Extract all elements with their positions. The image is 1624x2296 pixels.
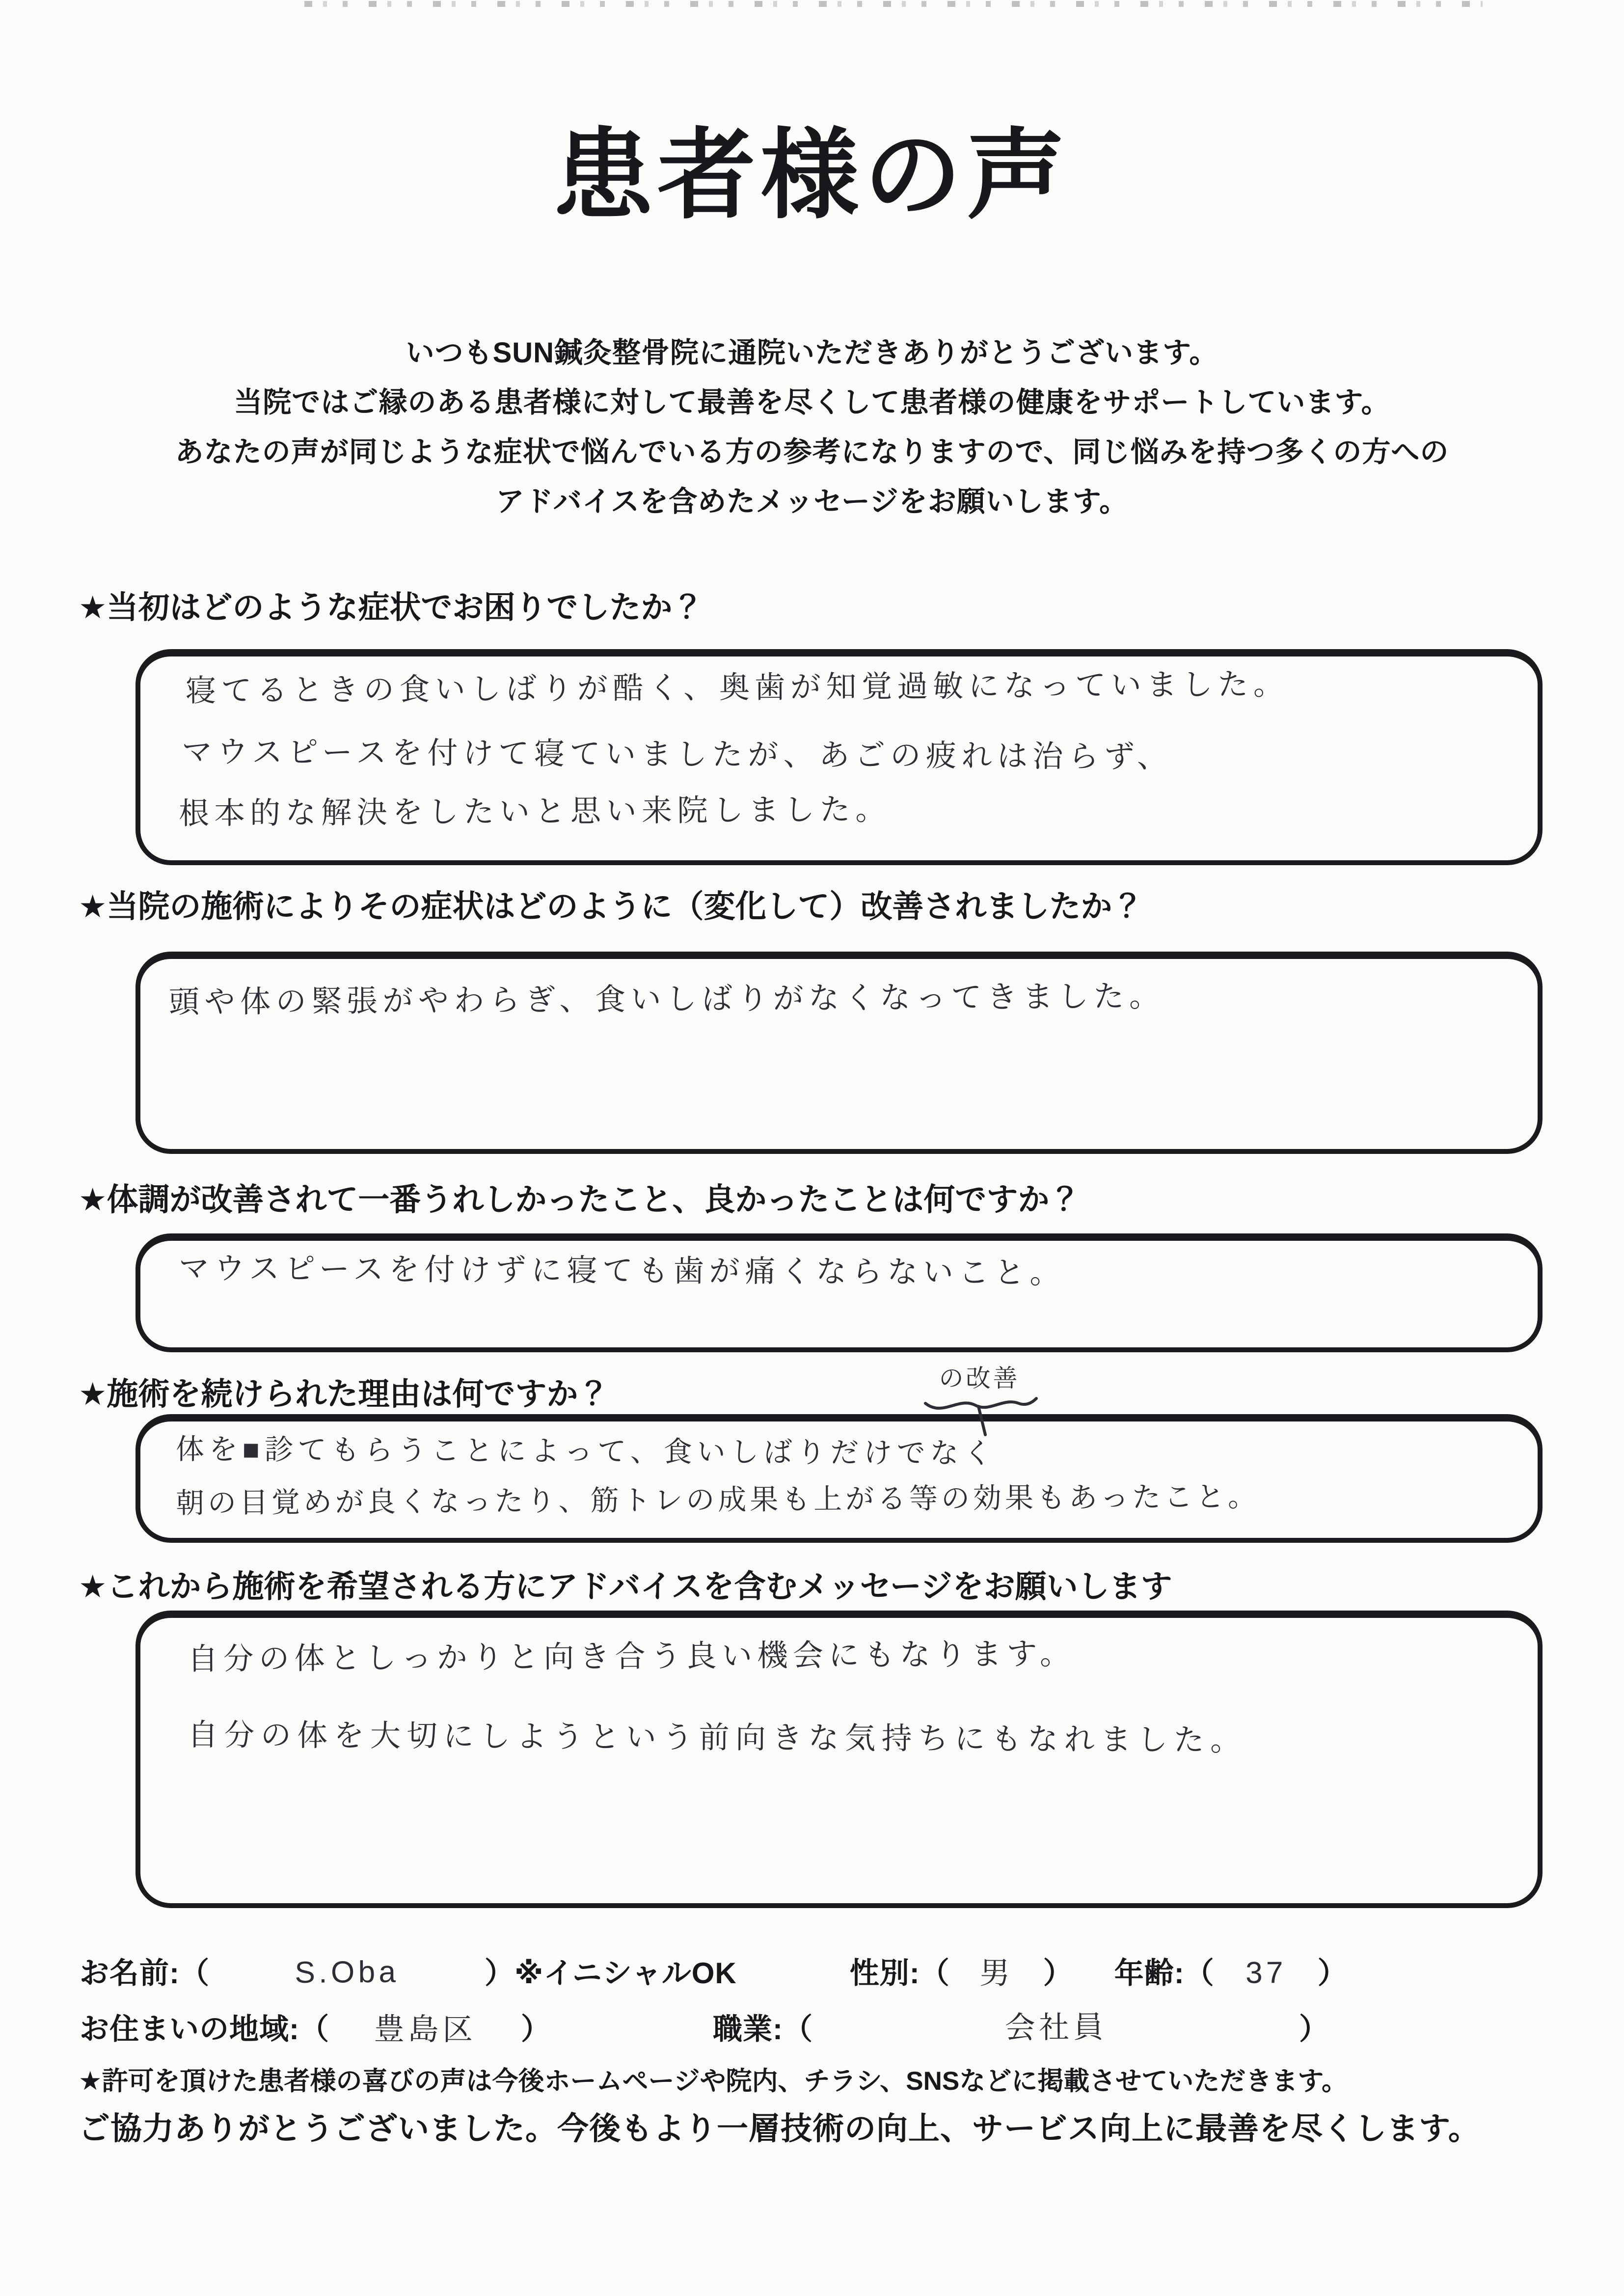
area-value: 豊島区 [374,2012,477,2047]
question-advice-message: ★これから施術を希望される方にアドバイスを含むメッセージをお願いします [79,1569,1172,1604]
handwritten-line: マウスピースを付けて寝ていましたが、あごの疲れは治らず、 [181,735,1173,774]
answer-box-advice-message [135,1611,1543,1908]
intro-paragraph [0,328,1624,526]
name-value: S.Oba [295,1955,400,1990]
close-paren: ） [520,2013,551,2046]
handwritten-line: 寝てるときの食いしばりが酷く、奥歯が知覚過敏になっていました。 [185,667,1289,708]
handwritten-line: マウスピースを付けずに寝ても歯が痛くならないこと。 [178,1252,1066,1290]
job-label: 職業:（ [712,2013,813,2046]
close-paren: ） [1317,1957,1348,1990]
handwritten-line: 自分の体としっかりと向き合う良い機会にもなります。 [187,1637,1076,1676]
intro-line: いつもSUN鍼灸整骨院に通院いただきありがとうございます。 [406,337,1218,369]
handwritten-line: 頭や体の緊張がやわらぎ、食いしばりがなくなってきました。 [168,979,1165,1019]
answer-box-happiest-change [135,1233,1543,1352]
question-initial-symptoms: ★当初はどのような症状でお困りでしたか？ [79,590,704,625]
page-title: 患者様の声 [554,121,1070,230]
intro-line: あなたの声が同じような症状で悩んでいる方の参考になりますので、同じ悩みを持つ多くの方への [175,436,1449,468]
gender-label: 性別:（ [849,1957,950,1990]
thanks-message: ご協力ありがとうございました。今後もより一層技術の向上、サービス向上に最善を尽くします。 [79,2111,1480,2146]
question-reason-continued: ★施術を続けられた理由は何ですか？ [79,1376,610,1412]
area-label: お住まいの地域:（ [80,2013,329,2046]
handwritten-line: 自分の体を大切にしようという前向きな気持ちにもなれました。 [187,1718,1247,1758]
initial-ok-label: ）※イニシャルOK [484,1957,737,1990]
intro-line: 当院ではご縁のある患者様に対して最善を尽くして患者様の健康をサポートしています。 [234,386,1390,418]
age-label: 年齢:（ [1114,1957,1215,1990]
handwritten-line: 根本的な解決をしたいと思い来院しました。 [178,793,891,831]
age-value: 37 [1245,1956,1287,1990]
question-happiest-change: ★体調が改善されて一番うれしかったこと、良かったことは何ですか？ [79,1182,1081,1217]
handwritten-insertion [906,1366,1053,1438]
insertion-text: の改善 [939,1365,1020,1392]
gender-value: 男 [979,1956,1014,1991]
name-label: お名前:（ [80,1957,210,1990]
answer-box-reason-continued [135,1414,1543,1543]
insertion-caret-icon [920,1391,1038,1438]
handwritten-line: 朝の目覚めが良くなったり、筋トレの成果も上がる等の効果もあったこと。 [175,1480,1260,1519]
permission-note: ★許可を頂けた患者様の喜びの声は今後ホームページや院内、チラシ、SNSなどに掲載させていただきます。 [79,2067,1348,2096]
scan-artifact-top [304,1,1483,7]
form-row-name-gender-age [80,1948,1348,1992]
question-improvement: ★当院の施術によりその症状はどのように（変化して）改善されましたか？ [79,889,1144,924]
answer-box-initial-symptoms [135,649,1543,865]
form-row-area-occupation [80,2004,1329,2048]
handwritten-line: 体を■診てもらうことによって、食いしばりだけでなく [175,1433,997,1470]
job-value: 会社員 [1004,2010,1108,2045]
answer-box-improvement [135,952,1543,1154]
intro-line: アドバイスを含めたメッセージをお願いします。 [495,486,1129,518]
close-paren: ） [1043,1957,1073,1990]
close-paren: ） [1299,2013,1329,2046]
